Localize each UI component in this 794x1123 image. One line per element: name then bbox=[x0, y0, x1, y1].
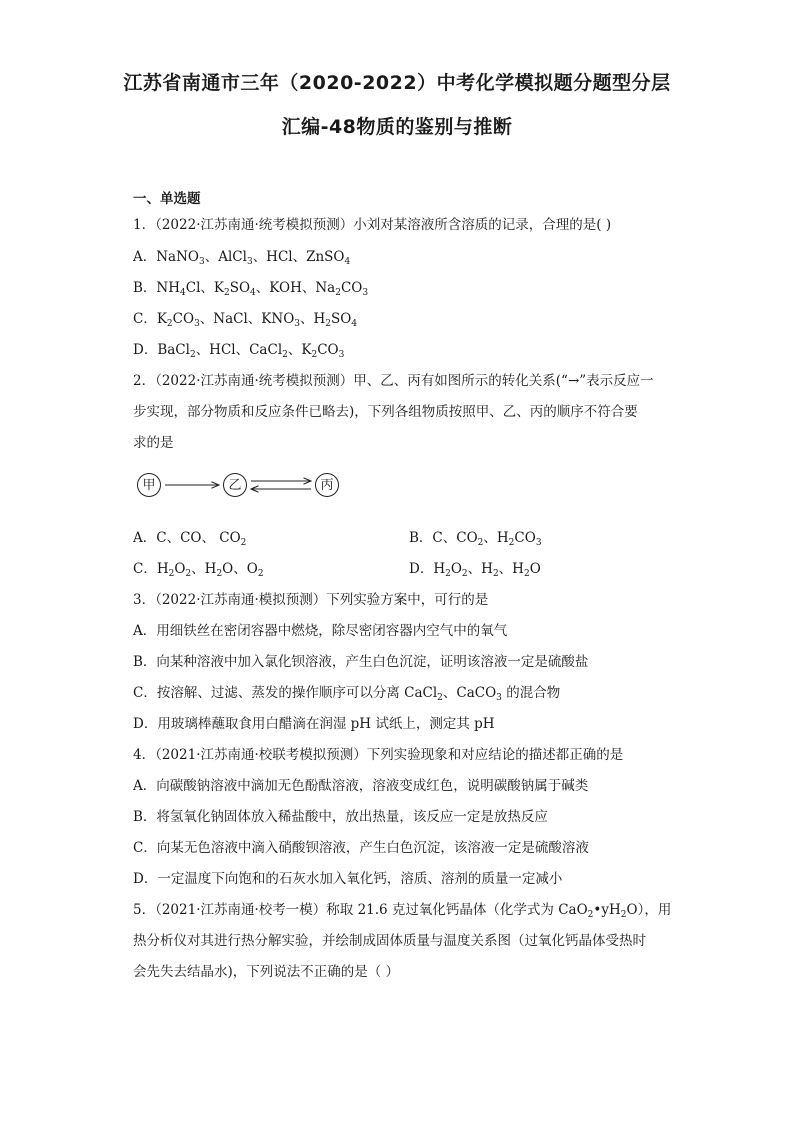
document-title-line-2: 汇编-48物质的鉴别与推断 bbox=[281, 116, 513, 138]
question-3-option-a: A．用细铁丝在密闭容器中燃烧，除尽密闭容器内空气中的氧气 bbox=[133, 623, 508, 639]
question-3-stem: 3．（2022·江苏南通·模拟预测）下列实验方案中，可行的是 bbox=[133, 592, 489, 608]
question-2-stem-line-1: 2．（2022·江苏南通·统考模拟预测）甲、乙、丙有如图所示的转化关系(“→”表示反应一 bbox=[133, 373, 654, 389]
question-3-option-d: D．用玻璃棒蘸取食用白醋滴在润湿 pH 试纸上，测定其 pH bbox=[133, 716, 495, 732]
question-2-option-d: D．$H_2O_2$、$H_2$、$H_2O$ bbox=[409, 561, 541, 579]
question-2-option-b: B．C、$CO_2$、$H_2CO_3$ bbox=[409, 530, 542, 548]
question-5-stem-line-3: 会先失去结晶水)，下列说法不正确的是（ ） bbox=[133, 964, 400, 980]
question-3-option-b: B．向某种溶液中加入氯化钡溶液，产生白色沉淀，证明该溶液一定是硫酸盐 bbox=[133, 654, 589, 670]
diagram-node-yi: 乙 bbox=[223, 473, 247, 497]
diagram-node-jia: 甲 bbox=[137, 473, 161, 497]
diagram-node-bing: 丙 bbox=[315, 473, 339, 497]
conversion-diagram bbox=[133, 468, 363, 502]
question-2-stem-line-2: 步实现，部分物质和反应条件已略去)，下列各组物质按照甲、乙、丙的顺序不符合要 bbox=[133, 404, 638, 420]
section-heading: 一、单选题 bbox=[133, 191, 201, 207]
question-1-option-b: B．$NH_4Cl$、$K_2SO_4$、KOH、$Na_2CO_3$ bbox=[133, 280, 369, 298]
question-4-option-b: B．将氢氧化钠固体放入稀盐酸中，放出热量，该反应一定是放热反应 bbox=[133, 809, 548, 825]
question-1-stem: 1．（2022·江苏南通·统考模拟预测）小刘对某溶液所含溶质的记录，合理的是( ) bbox=[133, 217, 612, 233]
question-4-option-a: A．向碳酸钠溶液中滴加无色酚酞溶液，溶液变成红色，说明碳酸钠属于碱类 bbox=[133, 778, 589, 794]
question-4-stem: 4．（2021·江苏南通·校联考模拟预测）下列实验现象和对应结论的描述都正确的是 bbox=[133, 747, 624, 763]
question-3-option-c: C．按溶解、过滤、蒸发的操作顺序可以分离 CaCl$_2$、CaCO$_3$ 的混合物 bbox=[133, 685, 561, 703]
question-1-option-a: A．NaNO$_3$、AlCl$_3$、HCl、ZnSO$_4$ bbox=[133, 249, 351, 267]
document-title-line-1: 江苏省南通市三年（2020-2022）中考化学模拟题分题型分层 bbox=[123, 72, 671, 94]
question-1-option-d: D．BaCl$_2$、HCl、CaCl$_2$、$K_2CO_3$ bbox=[133, 342, 345, 360]
question-4-option-d: D．一定温度下向饱和的石灰水加入氧化钙，溶质、溶剂的质量一定减小 bbox=[133, 871, 563, 887]
diagram-arrows bbox=[133, 468, 363, 502]
question-4-option-c: C．向某无色溶液中滴入硝酸钡溶液，产生白色沉淀，该溶液一定是硫酸溶液 bbox=[133, 840, 589, 856]
question-2-stem-line-3: 求的是 bbox=[133, 435, 174, 451]
question-1-option-c: C．$K_2CO_3$、NaCl、$KNO_3$、$H_2SO_4$ bbox=[133, 311, 358, 329]
question-2-option-a: A．C、CO、 $CO_2$ bbox=[133, 530, 247, 548]
question-2-option-c: C．$H_2O_2$、$H_2O$、$O_2$ bbox=[133, 561, 264, 579]
question-5-stem-line-2: 热分析仪对其进行热分解实验，并绘制成固体质量与温度关系图（过氧化钙晶体受热时 bbox=[133, 933, 646, 949]
question-5-stem-line-1: 5．（2021·江苏南通·校考一模）称取 21.6 克过氧化钙晶体（化学式为 $CaO_2•yH_2O$），用 bbox=[133, 902, 672, 920]
